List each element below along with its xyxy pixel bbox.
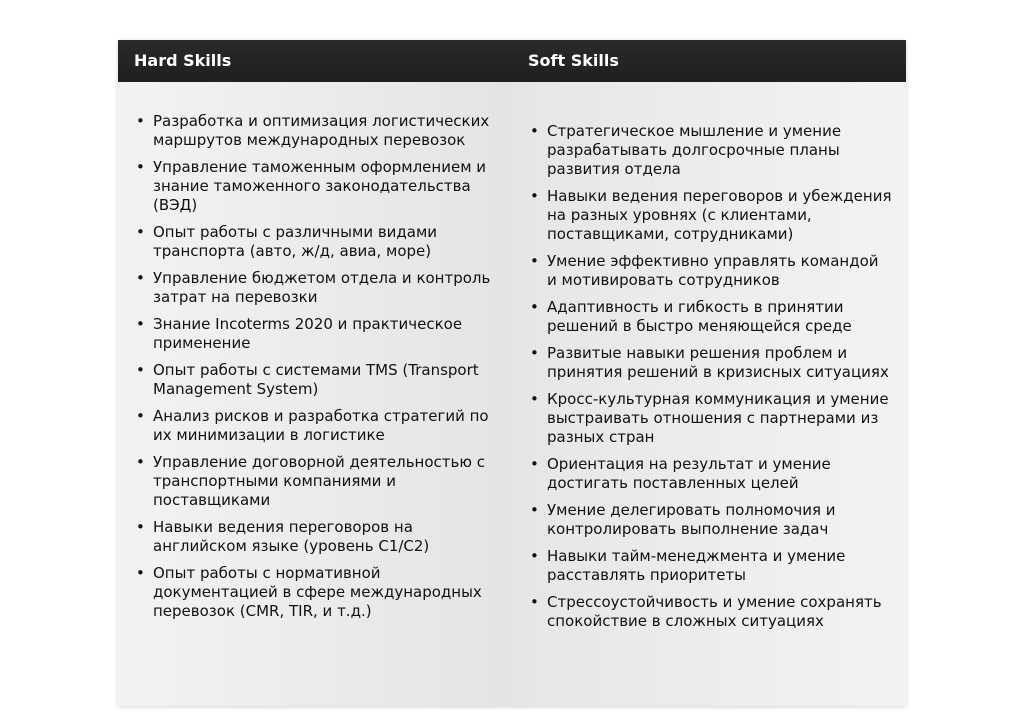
bullet-icon: • bbox=[530, 455, 539, 473]
hard-skills-list bbox=[136, 112, 498, 629]
bullet-icon: • bbox=[530, 187, 539, 205]
hard-skill-text: Навыки ведения переговоров на английском языке (уровень C1/C2) bbox=[153, 518, 430, 555]
bullet-icon: • bbox=[136, 518, 145, 536]
bullet-icon: • bbox=[136, 112, 145, 130]
hard-skill-text: Анализ рисков и разработка стратегий по их минимизации в логистике bbox=[153, 407, 489, 444]
bullet-icon: • bbox=[530, 547, 539, 565]
list-item bbox=[530, 593, 892, 631]
bullet-icon: • bbox=[136, 315, 145, 333]
soft-skill-text: Кросс-культурная коммуникация и умение выстраивать отношения с партнерами из разных стран bbox=[547, 390, 889, 446]
bullet-icon: • bbox=[136, 407, 145, 425]
list-item bbox=[136, 361, 498, 399]
list-item bbox=[530, 455, 892, 493]
list-item bbox=[136, 158, 498, 215]
bullet-icon: • bbox=[530, 344, 539, 362]
list-item bbox=[530, 344, 892, 382]
soft-skills-header: Soft Skills bbox=[528, 51, 619, 70]
hard-skills-header: Hard Skills bbox=[134, 51, 232, 70]
list-item bbox=[136, 407, 498, 445]
list-item bbox=[530, 122, 892, 179]
bullet-icon: • bbox=[530, 298, 539, 316]
bullet-icon: • bbox=[136, 361, 145, 379]
bullet-icon: • bbox=[530, 390, 539, 408]
table-header bbox=[118, 40, 906, 82]
hard-skill-text: Управление бюджетом отдела и контроль затрат на перевозки bbox=[153, 269, 491, 306]
hard-skill-text: Управление договорной деятельностью с транспортными компаниями и поставщиками bbox=[153, 453, 485, 509]
bullet-icon: • bbox=[136, 223, 145, 241]
bullet-icon: • bbox=[530, 252, 539, 270]
soft-skills-column bbox=[512, 82, 906, 706]
skills-table bbox=[118, 40, 906, 706]
hard-skill-text: Опыт работы с различными видами транспорта (авто, ж/д, авиа, море) bbox=[153, 223, 438, 260]
bullet-icon: • bbox=[530, 501, 539, 519]
hard-skill-text: Разработка и оптимизация логистических маршрутов международных перевозок bbox=[153, 112, 490, 149]
hard-skills-column bbox=[118, 82, 512, 706]
list-item bbox=[530, 390, 892, 447]
hard-skill-text: Опыт работы с системами TMS (Transport Management System) bbox=[153, 361, 479, 398]
soft-skills-list bbox=[530, 122, 892, 639]
hard-skill-text: Управление таможенным оформлением и знание таможенного законодательства (ВЭД) bbox=[153, 158, 487, 214]
list-item bbox=[530, 298, 892, 336]
bullet-icon: • bbox=[136, 269, 145, 287]
list-item bbox=[136, 315, 498, 353]
list-item bbox=[530, 187, 892, 244]
soft-skill-text: Умение делегировать полномочия и контролировать выполнение задач bbox=[547, 501, 836, 538]
bullet-icon: • bbox=[530, 122, 539, 140]
list-item bbox=[136, 564, 498, 621]
soft-skill-text: Развитые навыки решения проблем и принятия решений в кризисных ситуациях bbox=[547, 344, 889, 381]
bullet-icon: • bbox=[136, 453, 145, 471]
list-item bbox=[136, 269, 498, 307]
soft-skill-text: Навыки тайм-менеджмента и умение расставлять приоритеты bbox=[547, 547, 846, 584]
hard-skill-text: Знание Incoterms 2020 и практическое применение bbox=[153, 315, 463, 352]
list-item bbox=[136, 518, 498, 556]
list-item bbox=[530, 501, 892, 539]
soft-skill-text: Навыки ведения переговоров и убеждения на разных уровнях (с клиентами, поставщиками, сотрудниками) bbox=[547, 187, 892, 243]
bullet-icon: • bbox=[136, 158, 145, 176]
soft-skill-text: Стратегическое мышление и умение разрабатывать долгосрочные планы развития отдела bbox=[547, 122, 842, 178]
table-body bbox=[118, 82, 906, 706]
soft-skill-text: Адаптивность и гибкость в принятии решений в быстро меняющейся среде bbox=[547, 298, 852, 335]
bullet-icon: • bbox=[136, 564, 145, 582]
list-item bbox=[530, 547, 892, 585]
bullet-icon: • bbox=[530, 593, 539, 611]
soft-skill-text: Умение эффективно управлять командой и мотивировать сотрудников bbox=[547, 252, 879, 289]
soft-skill-text: Ориентация на результат и умение достигать поставленных целей bbox=[547, 455, 831, 492]
list-item bbox=[530, 252, 892, 290]
soft-skill-text: Стрессоустойчивость и умение сохранять спокойствие в сложных ситуациях bbox=[547, 593, 882, 630]
list-item bbox=[136, 223, 498, 261]
list-item bbox=[136, 112, 498, 150]
list-item bbox=[136, 453, 498, 510]
hard-skill-text: Опыт работы с нормативной документацией в сфере международных перевозок (CMR, TIR, и т.д.) bbox=[153, 564, 482, 620]
